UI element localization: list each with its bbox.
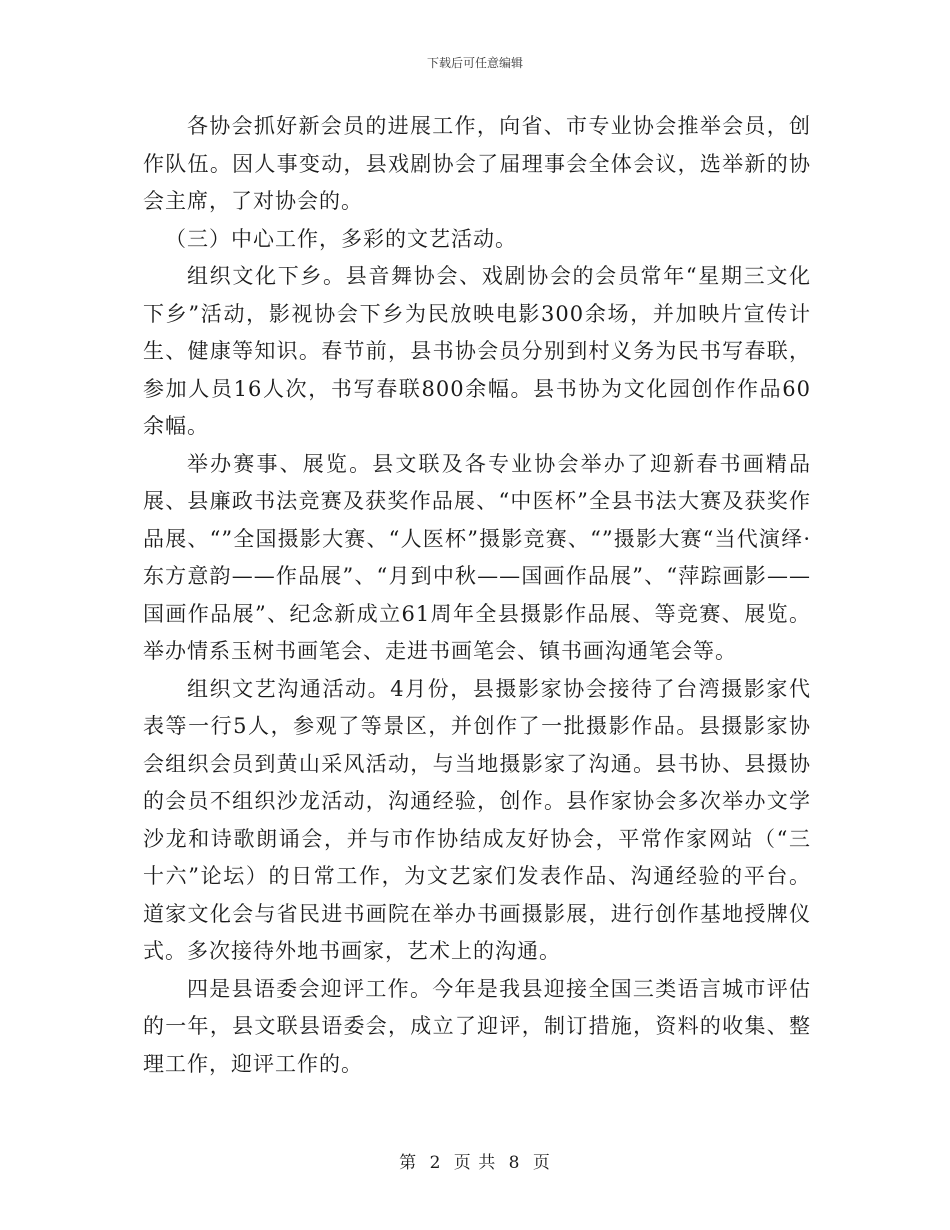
- page-number-suffix: 页: [532, 1153, 551, 1173]
- document-body: [143, 108, 811, 1083]
- page-number-current: 2: [429, 1153, 442, 1173]
- page-number-middle: 页 共: [453, 1153, 497, 1173]
- paragraph-culture-to-countryside: 组织文化下乡。县音舞协会、戏剧协会的会员常年“星期三文化下乡”活动，影视协会下乡为民放映电影300余场，并加映片宣传计生、健康等知识。春节前，县书协会员分别到村义务为民书写春联，参加人员16人次，书写春联800余幅。县书协为文化园创作作品60余幅。: [143, 264, 811, 438]
- header-note: 下载后可任意编辑: [426, 56, 523, 70]
- paragraph-competitions-exhibitions: 举办赛事、展览。县文联及各专业协会举办了迎新春书画精品展、县廉政书法竞赛及获奖作品展、“中医杯”全县书法大赛及获奖作品展、“”全国摄影大赛、“人医杯”摄影竞赛、“”摄影大赛“当代演绎·东方意韵——作品展”、“月到中秋——国画作品展”、“萍踪画影——国画作品展”、纪念新成立61周年全县摄影作品展、等竞赛、展览。举办情系玉树书画笔会、走进书画笔会、镇书画沟通笔会等。: [143, 451, 811, 663]
- paragraph-membership: 各协会抓好新会员的进展工作，向省、市专业协会推举会员，创作队伍。因人事变动，县戏剧协会了届理事会全体会议，选举新的协会主席，了对协会的。: [143, 114, 811, 213]
- page-number: [0, 1148, 950, 1173]
- page-number-prefix: 第: [399, 1153, 418, 1173]
- paragraph-exchange-activities: 组织文艺沟通活动。4月份，县摄影家协会接待了台湾摄影家代表等一行5人，参观了等景区，并创作了一批摄影作品。县摄影家协会组织会员到黄山采风活动，与当地摄影家了沟通。县书协、县摄协的会员不组织沙龙活动，沟通经验，创作。县作家协会多次举办文学沙龙和诗歌朗诵会，并与市作协结成友好协会，平常作家网站（“三十六”论坛）的日常工作，为文艺家们发表作品、沟通经验的平台。道家文化会与省民进书画院在举办书画摄影展，进行创作基地授牌仪式。多次接待外地书画家，艺术上的沟通。: [143, 676, 811, 963]
- paragraph-language-evaluation: 四是县语委会迎评工作。今年是我县迎接全国三类语言城市评估的一年，县文联县语委会，成立了迎评，制订措施，资料的收集、整理工作，迎评工作的。: [143, 976, 811, 1076]
- section-heading: （三）中心工作，多彩的文艺活动。: [165, 226, 517, 251]
- page-number-total: 8: [508, 1153, 521, 1173]
